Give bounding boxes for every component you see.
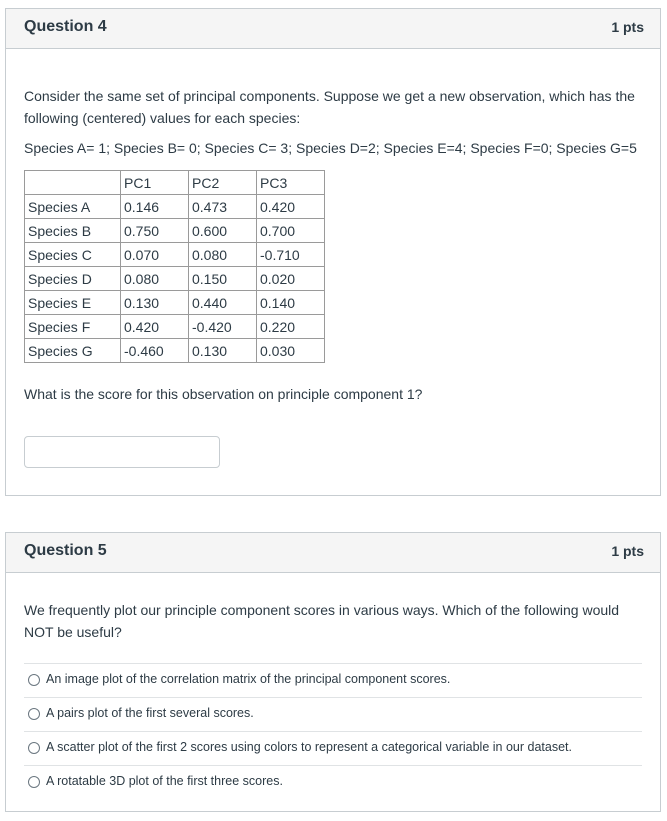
table-row bbox=[25, 315, 325, 339]
table-cell: 0.700 bbox=[257, 219, 325, 243]
table-cell: 0.070 bbox=[121, 243, 189, 267]
table-header-row bbox=[25, 171, 325, 195]
question-header bbox=[6, 533, 660, 573]
table-cell: -0.420 bbox=[189, 315, 257, 339]
table-row bbox=[25, 339, 325, 363]
table-row bbox=[25, 243, 325, 267]
table-header-cell: PC2 bbox=[189, 171, 257, 195]
table-cell: 0.220 bbox=[257, 315, 325, 339]
table-cell: 0.030 bbox=[257, 339, 325, 363]
question-5-card bbox=[5, 532, 661, 812]
principal-components-table bbox=[24, 170, 325, 363]
table-cell: -0.460 bbox=[121, 339, 189, 363]
table-row bbox=[25, 267, 325, 291]
answer-option-label[interactable]: A rotatable 3D plot of the first three scores. bbox=[46, 774, 283, 788]
table-cell: 0.080 bbox=[121, 267, 189, 291]
question-prompt: What is the score for this observation on principle component 1? bbox=[24, 386, 423, 402]
table-row bbox=[25, 219, 325, 243]
table-cell: Species A bbox=[25, 195, 121, 219]
table-cell: 0.130 bbox=[121, 291, 189, 315]
table-cell: 0.440 bbox=[189, 291, 257, 315]
table-cell: Species F bbox=[25, 315, 121, 339]
question-header bbox=[6, 9, 660, 49]
answer-option[interactable] bbox=[24, 697, 642, 731]
question-text: We frequently plot our principle component scores in various ways. Which of the following would NOT be useful? bbox=[24, 602, 620, 640]
answer-input[interactable] bbox=[24, 436, 220, 468]
answer-options bbox=[24, 663, 642, 799]
table-cell: 0.130 bbox=[189, 339, 257, 363]
table-cell: Species C bbox=[25, 243, 121, 267]
table-cell: -0.710 bbox=[257, 243, 325, 267]
table-cell: 0.080 bbox=[189, 243, 257, 267]
radio-button[interactable] bbox=[28, 708, 40, 720]
table-cell: Species B bbox=[25, 219, 121, 243]
question-points: 1 pts bbox=[611, 19, 644, 35]
table-cell: 0.140 bbox=[257, 291, 325, 315]
answer-option[interactable] bbox=[24, 765, 642, 799]
answer-option-label[interactable]: A pairs plot of the first several scores. bbox=[46, 706, 254, 720]
table-cell: 0.150 bbox=[189, 267, 257, 291]
table-header-cell bbox=[25, 171, 121, 195]
table-row bbox=[25, 195, 325, 219]
table-header-cell: PC3 bbox=[257, 171, 325, 195]
table-cell: Species D bbox=[25, 267, 121, 291]
table-cell: 0.020 bbox=[257, 267, 325, 291]
table-header-cell: PC1 bbox=[121, 171, 189, 195]
table-cell: 0.473 bbox=[189, 195, 257, 219]
table-cell: 0.600 bbox=[189, 219, 257, 243]
table-cell: 0.420 bbox=[121, 315, 189, 339]
table-cell: 0.420 bbox=[257, 195, 325, 219]
answer-option[interactable] bbox=[24, 731, 642, 765]
question-title: Question 4 bbox=[24, 18, 107, 35]
table-cell: Species G bbox=[25, 339, 121, 363]
answer-option[interactable] bbox=[24, 663, 642, 697]
radio-button[interactable] bbox=[28, 742, 40, 754]
question-points: 1 pts bbox=[611, 543, 644, 559]
radio-button[interactable] bbox=[28, 776, 40, 788]
question-title: Question 5 bbox=[24, 542, 107, 559]
question-4-card bbox=[5, 8, 661, 496]
observation-values: Species A= 1; Species B= 0; Species C= 3; Species D=2; Species E=4; Species F=0; Species G=5 bbox=[24, 140, 637, 156]
answer-option-label[interactable]: An image plot of the correlation matrix of the principal component scores. bbox=[46, 672, 451, 686]
table-cell: 0.750 bbox=[121, 219, 189, 243]
table-cell: Species E bbox=[25, 291, 121, 315]
table-row bbox=[25, 291, 325, 315]
answer-option-label[interactable]: A scatter plot of the first 2 scores using colors to represent a categorical variable in our dataset. bbox=[46, 740, 572, 754]
question-text: Consider the same set of principal components. Suppose we get a new observation, which has the following (centered) values for each species: bbox=[24, 88, 635, 126]
radio-button[interactable] bbox=[28, 674, 40, 686]
table-cell: 0.146 bbox=[121, 195, 189, 219]
